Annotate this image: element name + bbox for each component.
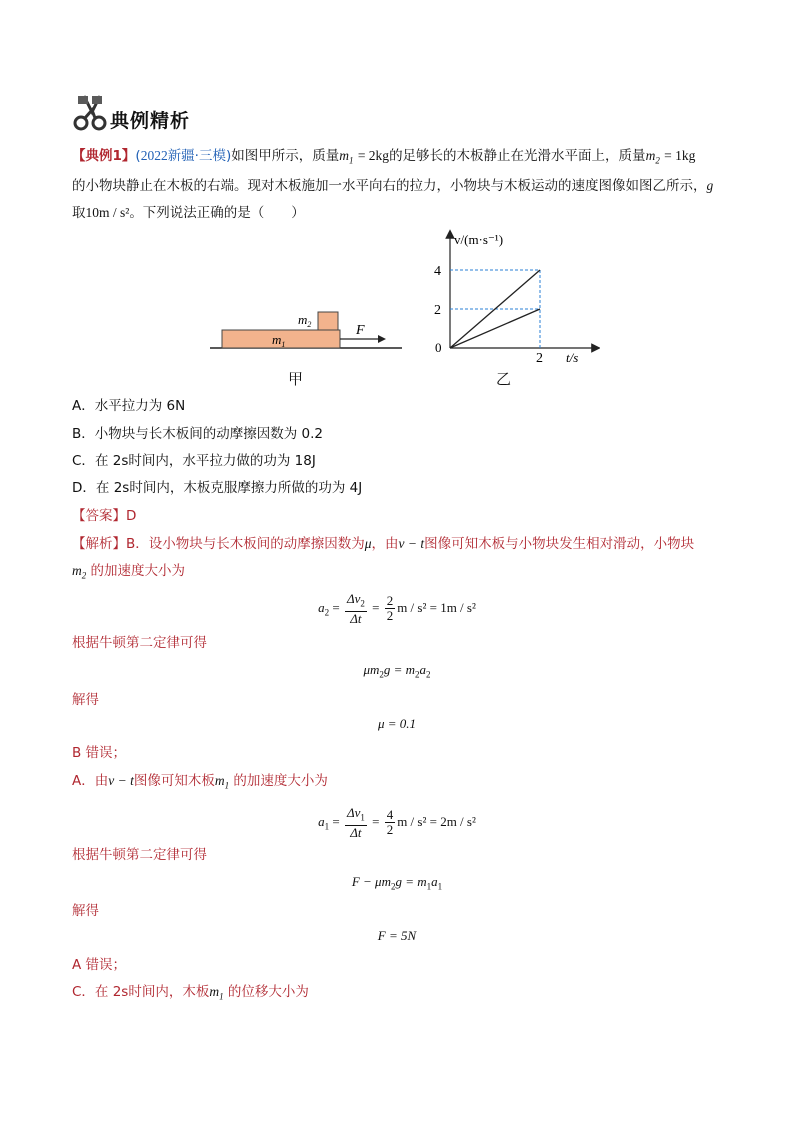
question-text-d: 取 bbox=[72, 205, 86, 221]
source-open: ( bbox=[135, 148, 141, 164]
equation-3: μ = 0.1 bbox=[377, 716, 417, 731]
b-wrong: B 错误； bbox=[72, 745, 127, 761]
option-d: D．在 2s时间内，木板克服摩擦力所做的功为 4J bbox=[72, 480, 363, 496]
analysis-line-2: $m_2$ 的加速度大小为 bbox=[72, 563, 186, 581]
question-text-c: 的小物块静止在木板的右端。现对木板施加一水平向右的拉力，小物块与木板运动的速度图像如图乙所示， bbox=[72, 178, 707, 194]
analysis-c-line: C．在 2s时间内，木板$m_1$ 的位移大小为 bbox=[72, 984, 309, 1002]
figure-yi-caption: 乙 bbox=[496, 370, 512, 388]
example-label: 【典例1】 bbox=[72, 148, 136, 164]
solve-line-1: 解得 bbox=[72, 692, 99, 708]
option-c: C．在 2s时间内，水平拉力做的功为 18J bbox=[72, 453, 316, 469]
m2-symbol: $m_2$ bbox=[645, 148, 660, 166]
board-m1-label: $m_1$ bbox=[272, 332, 286, 349]
scissors-logo-icon bbox=[72, 94, 108, 132]
m2-value: = 1kg bbox=[664, 148, 696, 163]
x-axis-label: t/s bbox=[566, 350, 579, 365]
figure-jia-caption: 甲 bbox=[288, 370, 304, 388]
block-m2-label: $m_2$ bbox=[298, 312, 312, 329]
header bbox=[72, 94, 272, 134]
question-line-2 bbox=[72, 176, 713, 196]
figure-yi-chart bbox=[420, 228, 600, 368]
m1-symbol: $m_1$ bbox=[339, 148, 354, 166]
question-line-3 bbox=[72, 203, 305, 223]
question-line-1 bbox=[72, 146, 695, 171]
origin-label: 0 bbox=[435, 340, 442, 355]
equation-1: $a_2$ = $\frac{\Delta v_2}{\Delta t}$ = $\frac{2}{2}$ m / s² = 1m / s² bbox=[318, 591, 476, 626]
x-tick-label-2: 2 bbox=[536, 351, 543, 366]
g-value: 10m / s² bbox=[85, 205, 130, 220]
source-name: 新疆·三模 bbox=[167, 148, 226, 164]
y-tick-label-4: 4 bbox=[434, 264, 441, 279]
answer: 【答案】D bbox=[72, 508, 137, 524]
series-line-2 bbox=[450, 309, 540, 348]
newton-line-1: 根据牛顿第二定律可得 bbox=[72, 635, 207, 651]
equation-2: $\mu m_2g = m_2a_2$ bbox=[363, 662, 431, 680]
force-label: F bbox=[356, 323, 365, 338]
section-title: 典例精析 bbox=[110, 110, 191, 132]
m1-value: = 2kg bbox=[357, 148, 390, 163]
solve-line-2: 解得 bbox=[72, 903, 99, 919]
source-close: ) bbox=[225, 148, 232, 164]
figure-jia bbox=[206, 308, 406, 388]
question-text-a: 如图甲所示，质量 bbox=[231, 148, 340, 164]
block-m2 bbox=[318, 312, 338, 330]
equation-4: $a_1$ = $\frac{\Delta v_1}{\Delta t}$ = $\frac{4}{2}$ m / s² = 2m / s² bbox=[318, 805, 476, 840]
option-b: B．小物块与长木板间的动摩擦因数为 0.2 bbox=[72, 426, 324, 442]
equation-6: F = 5N bbox=[377, 928, 417, 943]
option-a: A．水平拉力为 6N bbox=[72, 398, 186, 414]
y-axis-label: v/(m·s⁻¹) bbox=[454, 232, 504, 247]
y-tick-label-2: 2 bbox=[434, 303, 441, 318]
newton-line-2: 根据牛顿第二定律可得 bbox=[72, 847, 207, 863]
question-text-e: 。下列说法正确的是（ ） bbox=[129, 205, 305, 221]
analysis-line-1: 【解析】B．设小物块与长木板间的动摩擦因数为μ，由v − t图像可知木板与小物块发生相对滑动，小物块 bbox=[72, 536, 695, 552]
analysis-a-line: A．由v − t图像可知木板$m_1$ 的加速度大小为 bbox=[72, 773, 328, 791]
question-text-b: 的足够长的木板静止在光滑水平面上，质量 bbox=[389, 148, 646, 164]
equation-5: $F - \mu m_2g = m_1a_1$ bbox=[351, 874, 443, 892]
force-arrow-head bbox=[378, 335, 386, 343]
g-symbol: g bbox=[706, 178, 714, 193]
source-year: 2022 bbox=[140, 148, 168, 163]
a-wrong: A 错误； bbox=[72, 957, 127, 973]
